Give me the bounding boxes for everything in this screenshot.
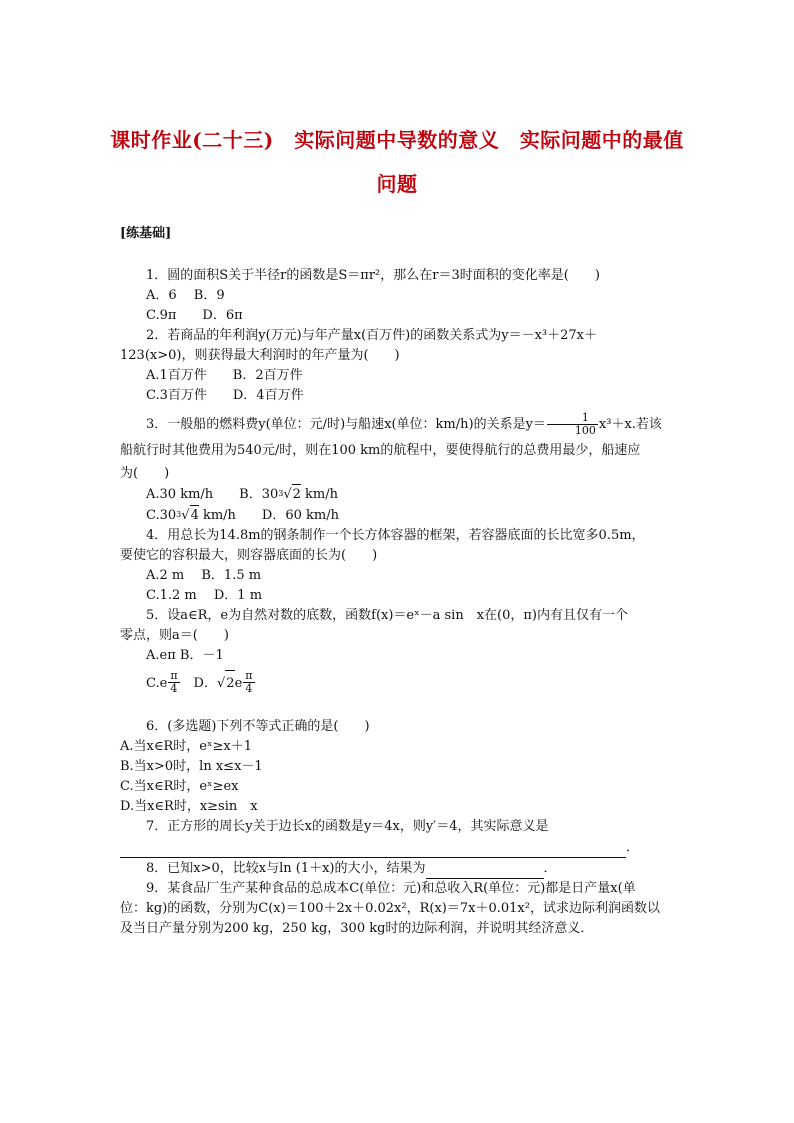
question-4-stem-cont: 要使它的容积最大，则容器底面的长为( ) <box>120 548 378 563</box>
question-7-stem: 7．正方形的周长y关于边长x的函数是y＝4x，则y′＝4，其实际意义是 <box>146 819 549 834</box>
question-5-options-cd: C.e $\frac{\pi}{4}$ D．√2e $\frac{\pi}{4}$ <box>146 669 253 695</box>
exponent-fraction <box>243 670 254 695</box>
fraction-numerator: π <box>170 669 178 682</box>
question-6-option-d: D.当x∈R时，x≥sin x <box>120 799 258 814</box>
base: e <box>234 676 243 691</box>
question-3-option-c: C.30 <box>146 508 177 523</box>
question-6-stem: 6．(多选题)下列不等式正确的是( ) <box>146 719 370 734</box>
question-5-options-ab: A.eπ B．－1 <box>146 648 224 663</box>
question-6-option-c: C.当x∈R时，eˣ≥ex <box>120 779 239 794</box>
question-1-options-cd: C.9π D．6π <box>146 308 243 323</box>
question-5-option-c: C.e <box>146 676 168 691</box>
question-1-stem: 1．圆的面积S关于半径r的函数是S＝πr²，那么在r＝3时面积的变化率是( ) <box>146 268 600 283</box>
page-title: 课时作业(二十三) 实际问题中导数的意义 实际问题中的最值问题 <box>110 128 684 196</box>
question-5-option-d: D． <box>180 676 217 691</box>
question-1-options-ab: A．6 B．9 <box>146 288 225 303</box>
question-3-stem-b: x³＋x.若该 <box>598 417 662 432</box>
question-3-option-d: km/h D．60 km/h <box>198 508 339 523</box>
question-5-stem-cont: 零点，则a＝( ) <box>120 628 229 643</box>
question-3-stem-end: 为( ) <box>120 466 170 481</box>
question-4-options-ab: A.2 m B．1.5 m <box>146 568 262 583</box>
question-7-answer-line: ． <box>120 837 675 858</box>
radicand: 2 <box>292 484 301 505</box>
question-3-options-cd: $C.30^3√4$ km/h D．60 km/h <box>120 505 675 526</box>
question-2-stem: 2．若商品的年利润y(万元)与年产量x(百万件)的函数关系式为y＝－x³＋27x＋ <box>146 328 597 343</box>
fraction-denominator: 4 <box>170 682 178 695</box>
question-3-stem-cont: 船航行时其他费用为540元/时，则在100 km的航程中，要使得航行的总费用最少，船速应 <box>120 443 641 458</box>
question-list <box>120 266 675 939</box>
fraction-numerator: 1 <box>547 412 598 425</box>
radicand: 4 <box>190 505 199 526</box>
unit: km/h <box>300 487 339 502</box>
section-heading: [练基础] <box>120 226 172 241</box>
question-4-stem: 4．用总长为14.8m的钢条制作一个长方体容器的框架，若容器底面的长比宽多0.5m， <box>146 528 645 543</box>
question-3-options-ab: A.30 km/h B．$30^3√2$ km/h <box>120 484 675 505</box>
question-9-stem-cont: 位：kg)的函数，分别为C(x)＝100＋2x＋0.02x²，R(x)＝7x＋0.01x²，试求边际利润函数以 <box>120 901 660 916</box>
fraction-denominator: 4 <box>245 682 253 695</box>
exponent-fraction <box>168 670 179 695</box>
question-9-stem-end: 及当日产量分别为200 kg，250 kg，300 kg时的边际利润，并说明其经济意义． <box>120 921 594 936</box>
question-3-stem-a: 3．一般船的燃料费y(单位：元/时)与船速x(单位：km/h)的关系是y＝ <box>146 417 546 432</box>
question-6-option-a: A.当x∈R时，eˣ≥x＋1 <box>120 739 252 754</box>
fraction-denominator: 100 <box>574 424 596 437</box>
question-2-options-cd: C.3百万件 D．4百万件 <box>146 388 304 403</box>
fraction <box>547 412 598 437</box>
answer-blank[interactable] <box>120 837 626 858</box>
question-9-stem: 9．某食品厂生产某种食品的总成本C(单位：元)和总收入R(单位：元)都是日产量x(单 <box>146 881 636 896</box>
question-2-stem-cont: 123(x>0)，则获得最大利润时的年产量为( ) <box>120 348 400 363</box>
radicand: 2 <box>225 670 234 697</box>
question-3-stem <box>120 412 675 438</box>
question-2-options-ab: A.1百万件 B．2百万件 <box>146 368 303 383</box>
question-4-options-cd: C.1.2 m D．1 m <box>146 588 263 603</box>
question-8: 8．已知x>0，比较x与ln (1＋x)的大小，结果为 ． <box>120 858 675 879</box>
question-6-option-b: B.当x>0时，ln x≤x－1 <box>120 759 263 774</box>
question-8-stem: 8．已知x>0，比较x与ln (1＋x)的大小，结果为 <box>146 861 426 876</box>
question-5-stem: 5．设a∈R，e为自然对数的底数，函数f(x)＝eˣ－a sin x在(0，π)内有且仅有一个 <box>146 608 628 623</box>
fraction-numerator: π <box>245 669 253 682</box>
question-3-option-a: A.30 km/h B．30 <box>146 487 279 502</box>
answer-blank[interactable] <box>426 858 544 879</box>
